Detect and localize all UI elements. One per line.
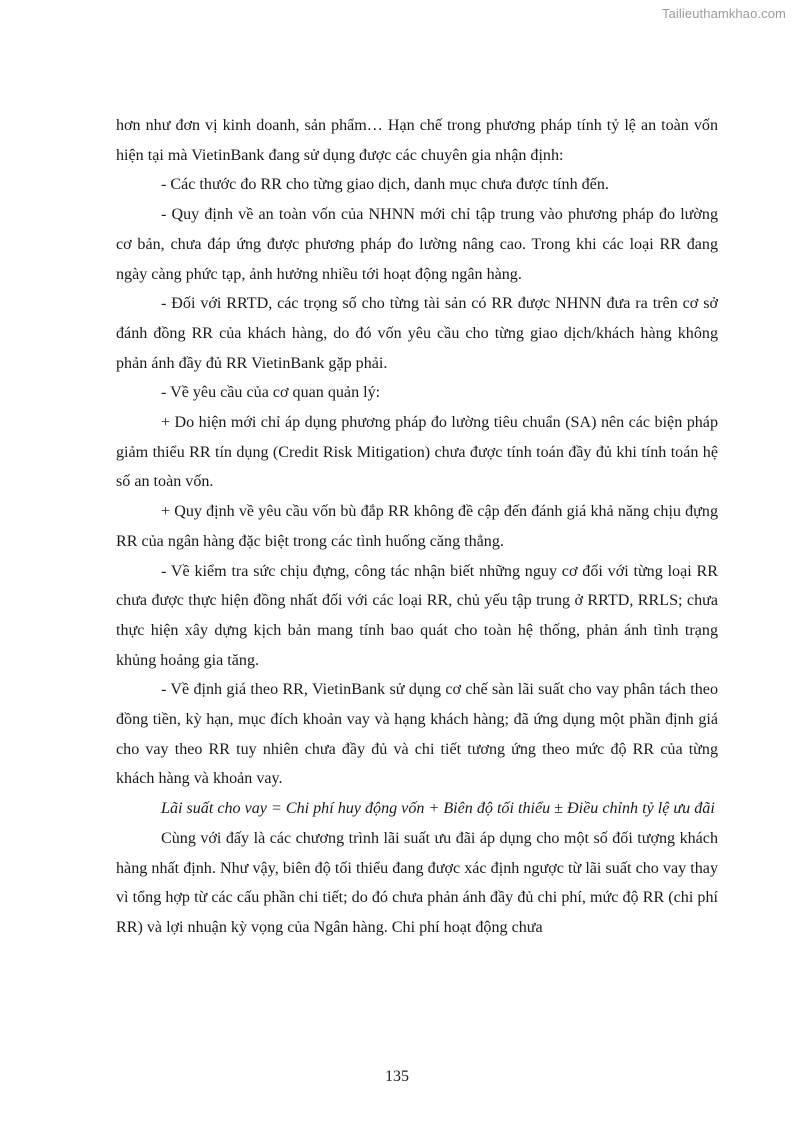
formula-paragraph: Lãi suất cho vay = Chi phí huy động vốn + Biên độ tối thiểu ± Điều chỉnh tỷ lệ ưu đãi <box>161 800 715 818</box>
page-number: 135 <box>385 1068 409 1085</box>
paragraph-6: + Do hiện mới chỉ áp dụng phương pháp đo lường tiêu chuẩn (SA) nên các biện pháp giảm thiểu RR tín dụng (Credit Risk Mitigation) chưa được tính toán đầy đủ khi tính toán hệ số an toàn vốn. <box>116 414 718 491</box>
watermark: Tailieuthamkhao.com <box>661 6 786 21</box>
paragraph-9: - Về định giá theo RR, VietinBank sử dụng cơ chế sàn lãi suất cho vay phân tách theo đồng tiền, kỳ hạn, mục đích khoản vay và hạng khách hàng; đã ứng dụng một phần định giá cho vay theo RR tuy nhiên chưa đầy đủ và chi tiết tương ứng theo mức độ RR của từng khách hàng và khoản vay. <box>116 681 718 788</box>
paragraph-4: - Đối với RRTD, các trọng số cho từng tài sản có RR được NHNN đưa ra trên cơ sở đánh đồng RR của khách hàng, do đó vốn yêu cầu cho từng giao dịch/khách hàng không phản ánh đầy đủ RR VietinBank gặp phải. <box>116 295 718 372</box>
paragraph-3: - Quy định về an toàn vốn của NHNN mới chỉ tập trung vào phương pháp đo lường cơ bản, chưa đáp ứng được phương pháp đo lường nâng cao. Trong khi các loại RR đang ngày càng phức tạp, ảnh hưởng nhiều tới hoạt động ngân hàng. <box>116 206 718 283</box>
page-body <box>116 111 718 943</box>
paragraph-11: Cùng với đấy là các chương trình lãi suất ưu đãi áp dụng cho một số đối tượng khách hàng nhất định. Như vậy, biên độ tối thiểu đang được xác định ngược từ lãi suất cho vay thay vì tổng hợp từ các cấu phần chi tiết; do đó chưa phản ánh đầy đủ chi phí, mức độ RR (chi phí RR) và lợi nhuận kỳ vọng của Ngân hàng. Chi phí hoạt động chưa <box>116 829 718 936</box>
paragraph-5: - Về yêu cầu của cơ quan quản lý: <box>161 384 381 402</box>
paragraph-7: + Quy định về yêu cầu vốn bù đắp RR không đề cập đến đánh giá khả năng chịu đựng RR của ngân hàng đặc biệt trong các tình huống căng thẳng. <box>116 503 718 550</box>
paragraph-1: hơn như đơn vị kinh doanh, sản phẩm… Hạn chế trong phương pháp tính tỷ lệ an toàn vốn hiện tại mà VietinBank đang sử dụng được các chuyên gia nhận định: <box>116 117 718 164</box>
paragraph-8: - Về kiểm tra sức chịu đựng, công tác nhận biết những nguy cơ đối với từng loại RR chưa được thực hiện đồng nhất đối với các loại RR, chủ yếu tập trung ở RRTD, RRLS; chưa thực hiện xây dựng kịch bản mang tính bao quát cho toàn hệ thống, phản ánh tình trạng khủng hoảng gia tăng. <box>116 562 718 669</box>
paragraph-2: - Các thước đo RR cho từng giao dịch, danh mục chưa được tính đến. <box>161 176 609 194</box>
